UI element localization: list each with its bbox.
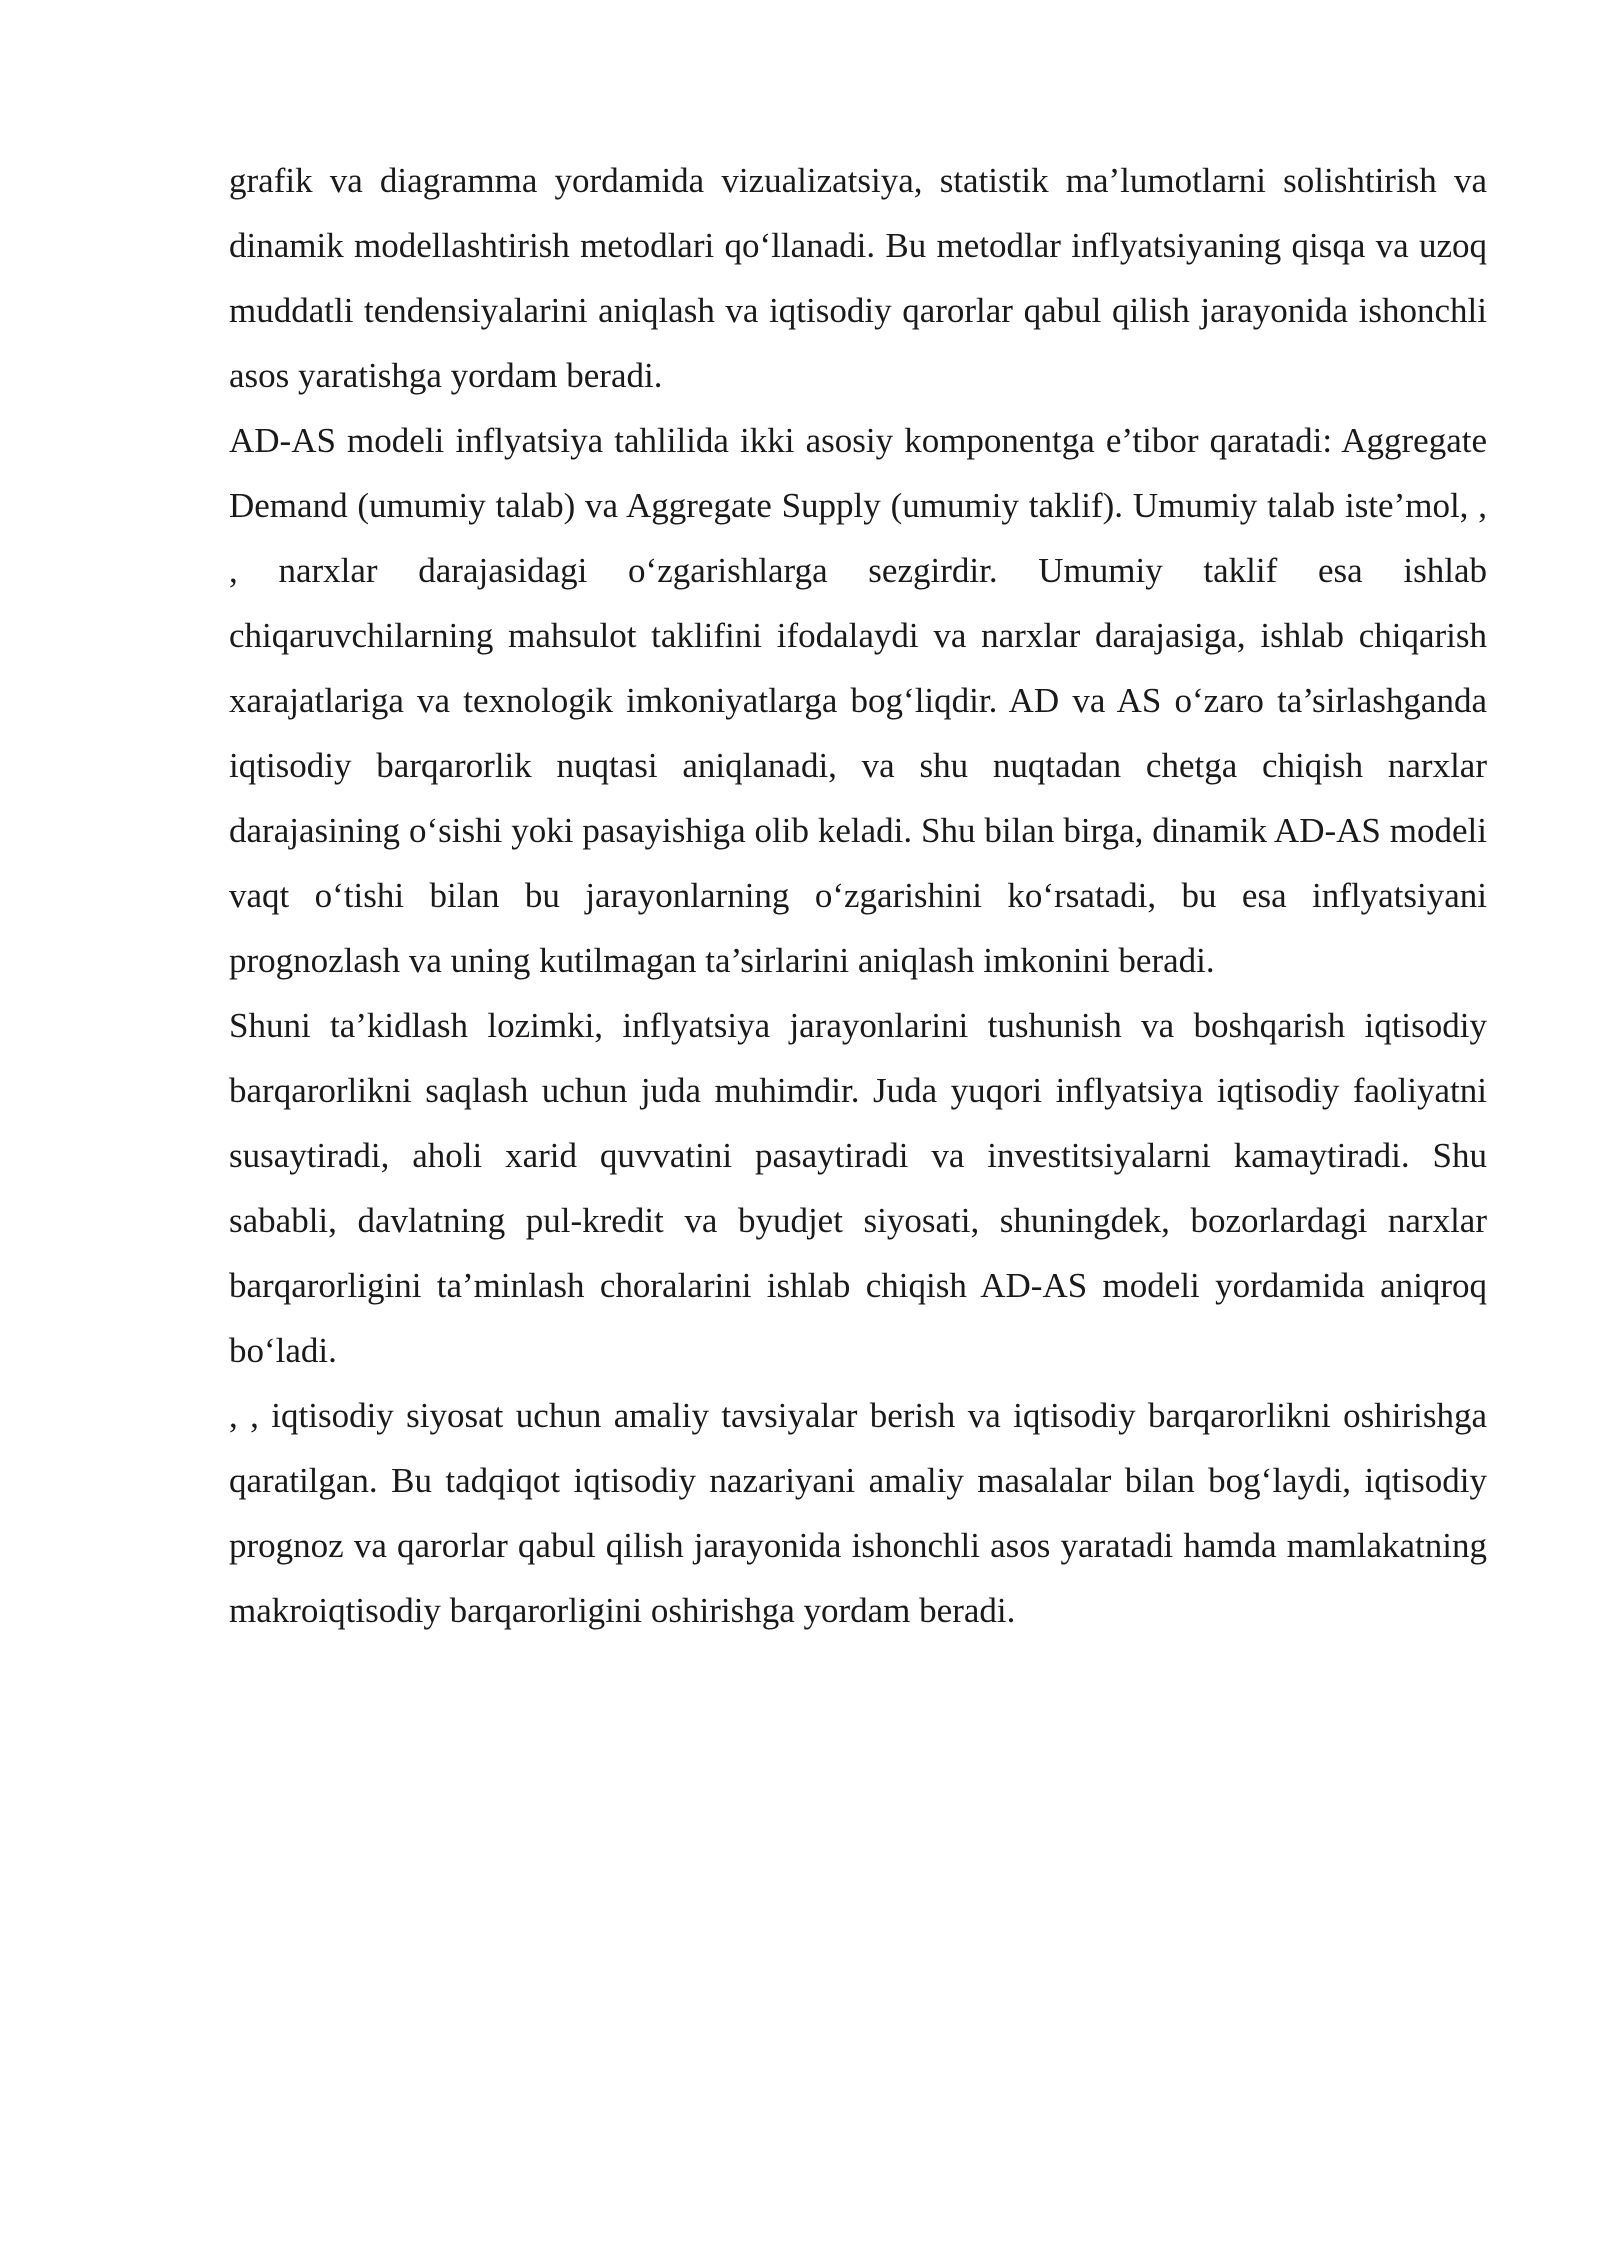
paragraph-inflation-importance: Shuni ta’kidlash lozimki, inflyatsiya jarayonlarini tushunish va boshqarish iqtisodiy barqarorlikni saqlash uchun juda muhimdir. Juda yuqori inflyatsiya iqtisodiy faoliyatni susaytiradi, aholi xarid quvvatini pasaytiradi va investitsiyalarni kamaytiradi. Shu sababli, davlatning pul-kredit va byudjet siyosati, shuningdek, bozorlardagi narxlar barqarorligini ta’minlash choralarini ishlab chiqish AD-AS modeli yordamida aniqroq bo‘ladi. [229,1006,1487,1370]
paragraph-methods: grafik va diagramma yordamida vizualizatsiya, statistik ma’lumotlarni solishtirish va dinamik modellashtirish metodlari qo‘llanadi. Bu metodlar inflyatsiyaning qisqa va uzoq muddatli tendensiyalarini aniqlash va iqtisodiy qarorlar qabul qilish jarayonida ishonchli asos yaratishga yordam beradi. [229,161,1487,395]
paragraph-ad-as-model: AD-AS modeli inflyatsiya tahlilida ikki asosiy komponentga e’tibor qaratadi: Aggregate Demand (umumiy talab) va Aggregate Supply (umumiy taklif). Umumiy talab iste’mol, , , narxlar darajasidagi o‘zgarishlarga sezgirdir. Umumiy taklif esa ishlab chiqaruvchilarning mahsulot taklifini ifodalaydi va narxlar darajasiga, ishlab chiqarish xarajatlariga va texnologik imkoniyatlarga bog‘liqdir. AD va AS o‘zaro ta’sirlashganda iqtisodiy barqarorlik nuqtasi aniqlanadi, va shu nuqtadan chetga chiqish narxlar darajasining o‘sishi yoki pasayishiga olib keladi. Shu bilan birga, dinamik AD-AS modeli vaqt o‘tishi bilan bu jarayonlarning o‘zgarishini ko‘rsatadi, bu esa inflyatsiyani prognozlash va uning kutilmagan ta’sirlarini aniqlash imkonini beradi. [229,421,1487,980]
body-text [229,148,1487,1643]
paragraph-conclusion: , , iqtisodiy siyosat uchun amaliy tavsiyalar berish va iqtisodiy barqarorlikni oshirishga qaratilgan. Bu tadqiqot iqtisodiy nazariyani amaliy masalalar bilan bog‘laydi, iqtisodiy prognoz va qarorlar qabul qilish jarayonida ishonchli asos yaratadi hamda mamlakatning makroiqtisodiy barqarorligini oshirishga yordam beradi. [229,1396,1487,1630]
